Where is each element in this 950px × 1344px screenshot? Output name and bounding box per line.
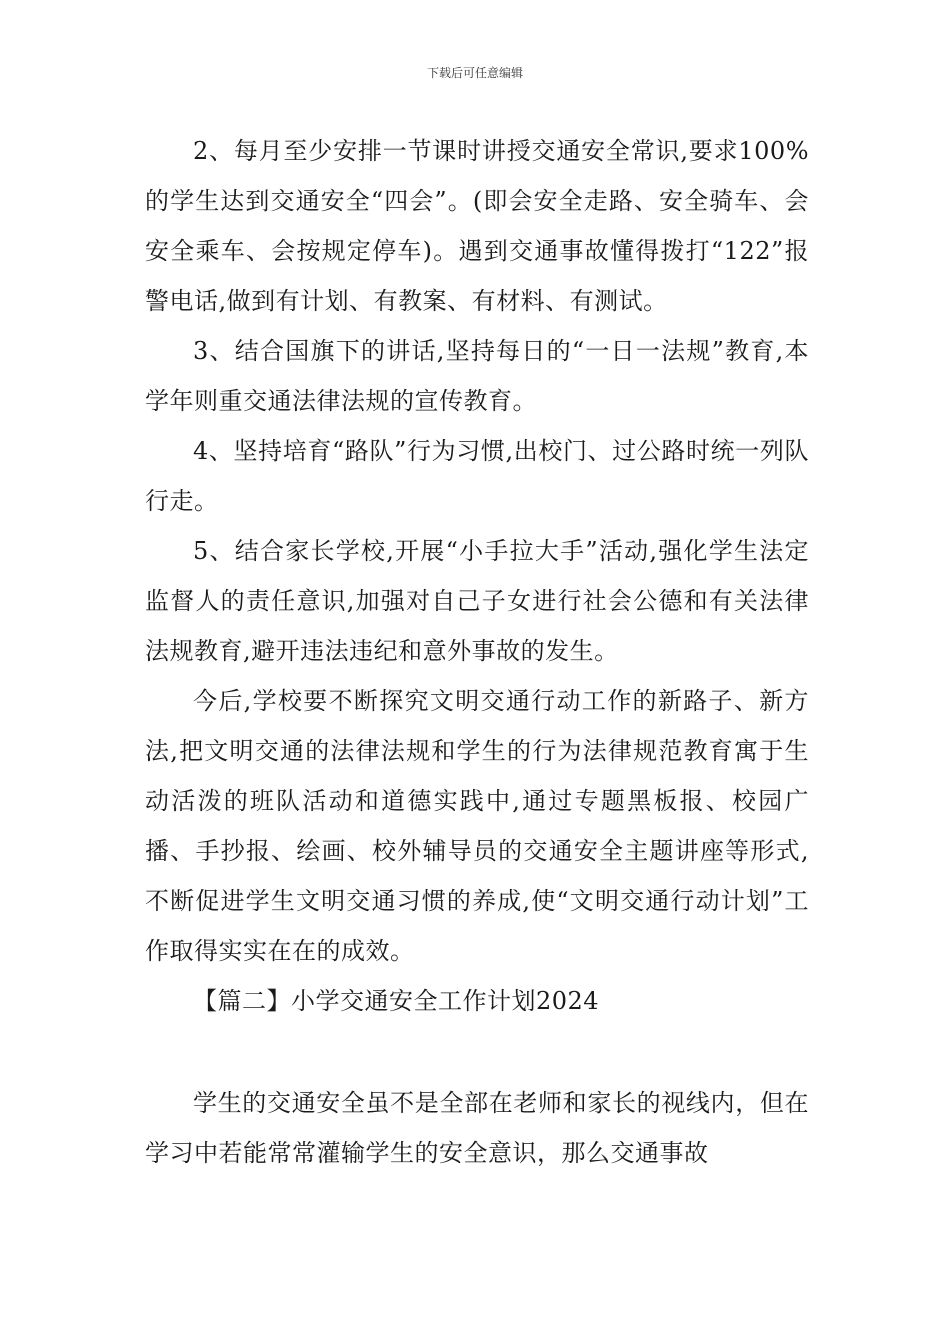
paragraph-item-4: 4、坚持培育“路队”行为习惯,出校门、过公路时统一列队行走。: [145, 437, 809, 515]
paragraph-item-2: 2、每月至少安排一节课时讲授交通安全常识,要求100%的学生达到交通安全“四会”。(即会安全走路、安全骑车、会安全乘车、会按规定停车)。遇到交通事故懂得拨打“122”报警电话,做到有计划、有教案、有材料、有测试。: [145, 137, 809, 315]
paragraph-intro: 学生的交通安全虽不是全部在老师和家长的视线内，但在学习中若能常常灌输学生的安全意识，那么交通事故: [145, 1089, 809, 1167]
page-header: 下载后可任意编辑: [426, 66, 523, 80]
section-title: 【篇二】小学交通安全工作计划2024: [193, 987, 600, 1015]
paragraph-item-3: 3、结合国旗下的讲话,坚持每日的“一日一法规”教育,本学年则重交通法律法规的宣传教育。: [145, 337, 809, 415]
document-body: [145, 126, 809, 1178]
paragraph-item-5: 5、结合家长学校,开展“小手拉大手”活动,强化学生法定监督人的责任意识,加强对自己子女进行社会公德和有关法律法规教育,避开违法违纪和意外事故的发生。: [145, 537, 809, 665]
section-spacer: [145, 1026, 809, 1078]
paragraph-conclusion: 今后,学校要不断探究文明交通行动工作的新路子、新方法,把文明交通的法律法规和学生的行为法律规范教育寓于生动活泼的班队活动和道德实践中,通过专题黑板报、校园广播、手抄报、绘画、校外辅导员的交通安全主题讲座等形式,不断促进学生文明交通习惯的养成,使“文明交通行动计划”工作取得实实在在的成效。: [145, 687, 809, 965]
